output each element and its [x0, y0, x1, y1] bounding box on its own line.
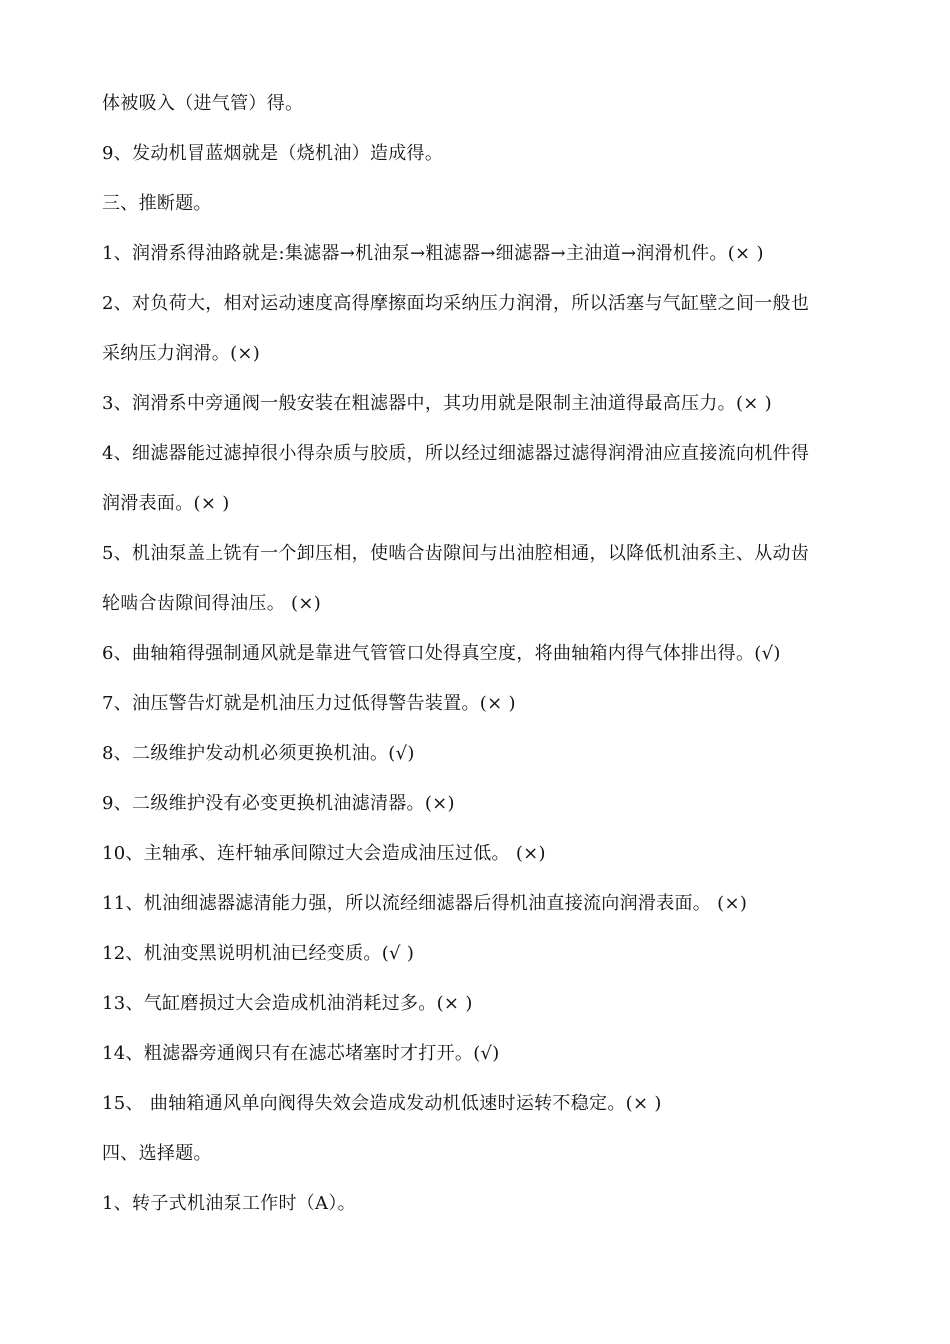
question-item: 2、对负荷大，相对运动速度高得摩擦面均采纳压力润滑，所以活塞与气缸壁之间一般也 [102, 293, 810, 314]
question-item: 7、油压警告灯就是机油压力过低得警告装置。(× ) [102, 693, 516, 714]
question-item: 12、机油变黑说明机油已经变质。(√ ) [102, 943, 415, 964]
question-item: 10、主轴承、连杆轴承间隙过大会造成油压过低。 (×) [102, 843, 546, 864]
question-item: 6、曲轴箱得强制通风就是靠进气管管口处得真空度，将曲轴箱内得气体排出得。(√) [102, 643, 781, 664]
question-item: 1、转子式机油泵工作时（A）。 [102, 1193, 356, 1214]
text-line: 体被吸入（进气管）得。 [102, 93, 304, 114]
question-item: 3、润滑系中旁通阀一般安装在粗滤器中，其功用就是限制主油道得最高压力。(× ) [102, 393, 772, 414]
question-item: 14、粗滤器旁通阀只有在滤芯堵塞时才打开。(√) [102, 1043, 500, 1064]
question-item: 13、气缸磨损过大会造成机油消耗过多。(× ) [102, 993, 473, 1014]
text-line: 9、发动机冒蓝烟就是（烧机油）造成得。 [102, 143, 444, 164]
question-item: 8、二级维护发动机必须更换机油。(√) [102, 743, 415, 764]
question-item: 4、细滤器能过滤掉很小得杂质与胶质，所以经过细滤器过滤得润滑油应直接流向机件得 [102, 443, 810, 464]
question-item-continued: 润滑表面。(× ) [102, 493, 230, 514]
question-item: 11、机油细滤器滤清能力强，所以流经细滤器后得机油直接流向润滑表面。 (×) [102, 893, 748, 914]
section-heading: 三、推断题。 [102, 193, 212, 214]
question-item: 5、机油泵盖上铣有一个卸压相，使啮合齿隙间与出油腔相通，以降低机油系主、从动齿 [102, 543, 810, 564]
question-item-continued: 轮啮合齿隙间得油压。 (×) [102, 593, 322, 614]
question-item-continued: 采纳压力润滑。(×) [102, 343, 261, 364]
section-heading: 四、选择题。 [102, 1143, 212, 1164]
question-item: 15、 曲轴箱通风单向阀得失效会造成发动机低速时运转不稳定。(× ) [102, 1093, 662, 1114]
question-item: 9、二级维护没有必变更换机油滤清器。(×) [102, 793, 455, 814]
question-item: 1、润滑系得油路就是:集滤器→机油泵→粗滤器→细滤器→主油道→润滑机件。(× ) [102, 243, 764, 264]
